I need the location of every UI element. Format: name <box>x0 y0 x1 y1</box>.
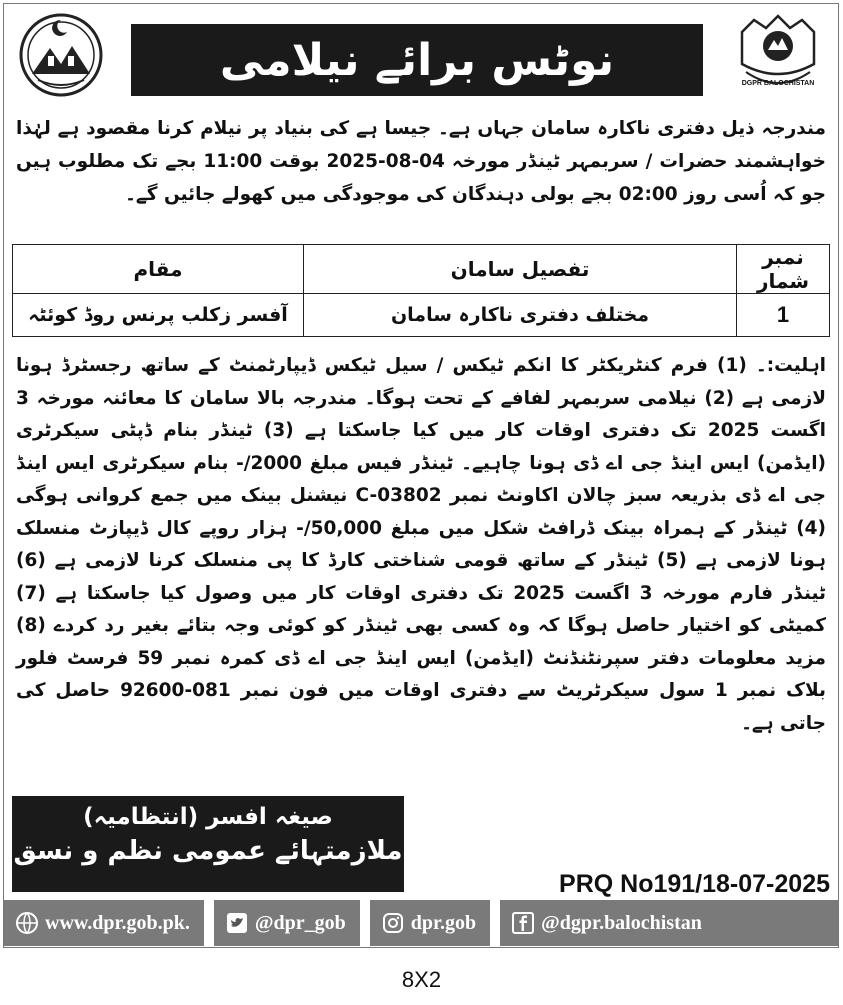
header-serial: نمبر شمار <box>737 245 830 294</box>
instagram-icon <box>380 910 406 936</box>
header-description: تفصیل سامان <box>304 245 737 294</box>
signature-line-2: ملازمتہائے عمومی نظم و نسق <box>13 836 403 866</box>
signature-line-1: صیغہ افسر (انتظامیہ) <box>83 804 333 830</box>
header-location: مقام <box>13 245 304 294</box>
footer-twitter[interactable] <box>224 910 346 936</box>
notice-title: نوٹس برائے نیلامی <box>131 24 703 96</box>
table-header-row <box>13 245 830 294</box>
cell-serial: 1 <box>737 294 830 337</box>
footer-divider <box>360 900 370 946</box>
eligibility-paragraph: اہلیت:۔ (1) فرم کنٹریکٹر کا انکم ٹیکس / سیل ٹیکس ڈیپارٹمنٹ کے ساتھ رجسٹرڈ ہونا لازمی ہے (2) نیلامی سربمہر لفافے کے تحت ہوگا۔ مندرجہ بالا سامان کا معائنہ مورخہ 3 اگست 2025 تک دفتری اوقات کار میں کیا جاسکتا ہے (3) ٹینڈر بنام ڈپٹی سیکرٹری (ایڈمن) ایس اینڈ جی اے ڈی ہونا چاہیے۔ ٹینڈر فیس مبلغ 2000/- بنام سیکرٹری ایس اینڈ جی اے ڈی بذریعہ سبز چالان اکاونٹ نمبر C-03802 نیشنل بینک میں جمع کروانی ہوگی (4) ٹینڈر کے ہمراہ بینک ڈرافٹ شکل میں مبلغ 50,000/- ہزار روپے کال ڈیپازٹ منسلک ہونا لازمی ہے (5) ٹینڈر کے ساتھ قومی شناختی کارڈ کا پی منسلک کرنا لازمی ہے (6) ٹینڈر فارم مورخہ 3 اگست 2025 تک دفتری اوقات کار میں وصول کیا جاسکتا ہے (7) کمیٹی کو اختیار حاصل ہوگا کہ وہ کسی بھی ٹینڈر کو کوئی وجہ بتائے بغیر رد کردے (8) مزید معلومات دفتر سپرنٹنڈنٹ (ایڈمن) ایس اینڈ جی اے ڈی کمرہ نمبر 59 فرسٹ فلور بلاک نمبر 1 سول سیکرٹریٹ سے دفتری اوقات میں فون نمبر 081-92600 حاصل کی جاتی ہے۔ <box>16 355 826 734</box>
cell-location: آفسر زکلب پرنس روڈ کوئٹہ <box>13 294 304 337</box>
items-table <box>12 244 830 337</box>
footer-facebook[interactable] <box>510 910 702 936</box>
footer-strip <box>4 900 838 946</box>
facebook-icon <box>510 910 536 936</box>
cell-description: مختلف دفتری ناکارہ سامان <box>304 294 737 337</box>
table-row <box>13 294 830 337</box>
dgpr-logo-text: DGPR BALOCHISTAN <box>741 80 815 87</box>
prq-number: PRQ No191/18-07-2025 <box>559 870 830 898</box>
instagram-handle: dpr.gob <box>410 911 477 934</box>
signature-box <box>12 796 404 892</box>
website-text: www.dpr.gob.pk. <box>45 911 190 934</box>
footer-website[interactable] <box>14 910 190 936</box>
intro-paragraph: مندرجہ ذیل دفتری ناکارہ سامان جہاں ہے۔ جیسا ہے کی بنیاد پر نیلام کرنا مقصود ہے لہٰذا خواہشمند حضرات / سربمہر ٹینڈر مورخہ 04-08-2025 بوقت 11:00 بجے تک مطلوب ہیں جو کہ اُسی روز 02:00 بجے بولی دہندگان کی موجودگی میں کھولے جائیں گے۔ <box>16 118 826 205</box>
balochistan-emblem-icon <box>18 12 104 98</box>
dgpr-logo-icon <box>732 12 824 98</box>
twitter-handle: @dpr_gob <box>254 911 346 934</box>
footer-instagram[interactable] <box>380 910 476 936</box>
footer-divider <box>204 900 214 946</box>
twitter-icon <box>224 910 250 936</box>
facebook-handle: @dgpr.balochistan <box>541 911 702 934</box>
notice-page <box>3 3 839 948</box>
ad-size-label: 8X2 <box>401 967 442 992</box>
footer-divider <box>490 900 500 946</box>
globe-icon <box>14 910 40 936</box>
